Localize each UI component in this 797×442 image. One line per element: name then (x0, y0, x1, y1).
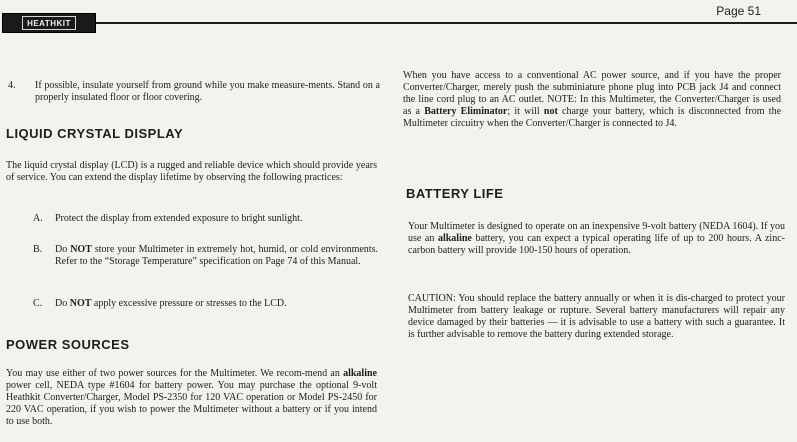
lcd-item-c-bold: NOT (69, 298, 92, 309)
power-text-bold: alkaline (343, 368, 377, 379)
page-number: Page 51 (716, 4, 761, 18)
lcd-item-b-pre: Do (55, 244, 71, 255)
lcd-item-a-letter: A. (33, 213, 43, 224)
power-text-pre: You may use either of two power sources for the Multimeter. We recom-mend an (6, 368, 344, 379)
converter-pre: When you have access to a conventional AC power source, and if you have the proper Converter/Charger, merely push the subminiature phone plug into PCB jack J4 and connect the line cord plug to an AC outlet. NOTE: In this Multimeter, the Converter/Charger is used as a (403, 70, 781, 117)
lcd-item-b-post: store your Multimeter in extremely hot, humid, or cold environments. Refer to the “Storage Temperature” specification on Page 74 of this Manual. (55, 244, 378, 267)
item-4 (8, 80, 380, 104)
lcd-item-c-text (55, 298, 378, 310)
heathkit-logo (2, 13, 96, 33)
lcd-item-c-pre: Do (55, 298, 70, 309)
header-rule (84, 22, 797, 24)
lcd-item-b-text (55, 244, 378, 268)
converter-mid: ; it will (507, 106, 544, 117)
lcd-item-b-bold: NOT (70, 244, 92, 255)
converter-bold-not: not (543, 106, 558, 117)
converter-post: charge your battery, which is disconnected from the Multimeter circuitry when the Converter/Charger is connected to J4. (403, 106, 782, 129)
converter-text (403, 70, 781, 130)
battery-text-bold: alkaline (437, 233, 472, 244)
battery-heading: BATTERY LIFE (406, 186, 504, 201)
logo-text: HEATHKIT (22, 16, 76, 30)
battery-caution: CAUTION: You should replace the battery annually or when it is dis-charged to protect your Multimeter from battery leakage or rupture. Several battery manufacturers will repair any device damaged by their batteries — it is advisable to use a battery with such a guarantee. It is further advisable to remove the battery during extended storage. (408, 293, 785, 340)
power-heading: POWER SOURCES (6, 337, 130, 352)
lcd-intro: The liquid crystal display (LCD) is a rugged and reliable device which should provide years of service. You can extend the display lifetime by observing the following practices: (6, 160, 377, 183)
converter-bold-eliminator: Battery Eliminator (424, 106, 508, 117)
lcd-item-a-text: Protect the display from extended exposure to bright sunlight. (55, 213, 303, 224)
lcd-item-c (33, 298, 378, 310)
lcd-item-c-letter: C. (33, 298, 43, 309)
battery-text-post: battery, you can expect a typical operating life of up to 200 hours. A zinc-carbon battery will provide 100-150 hours of operation. (408, 233, 785, 256)
item-4-number: 4. (8, 80, 16, 91)
item-4-text: If possible, insulate yourself from ground while you make measure-ments. Stand on a properly insulated floor or floor covering. (35, 80, 380, 103)
battery-text (408, 221, 785, 257)
battery-text-pre: Your Multimeter is designed to operate on an inexpensive 9-volt battery (NEDA 1604). If you use an (408, 221, 785, 244)
lcd-item-b-letter: B. (33, 244, 43, 255)
lcd-item-b (33, 244, 378, 268)
lcd-item-a (33, 213, 378, 225)
lcd-heading: LIQUID CRYSTAL DISPLAY (6, 126, 184, 141)
power-text (6, 368, 377, 428)
lcd-item-c-post: apply excessive pressure or stresses to the LCD. (91, 298, 287, 309)
power-text-post: power cell, NEDA type #1604 for battery power. You may purchase the optional 9-volt Heathkit Converter/Charger, Model PS-2350 for 120 VAC operation or Model PS-2450 for 220 VAC operation, if you wish to power the Multimeter without a battery or if you intend to use both. (6, 380, 377, 427)
